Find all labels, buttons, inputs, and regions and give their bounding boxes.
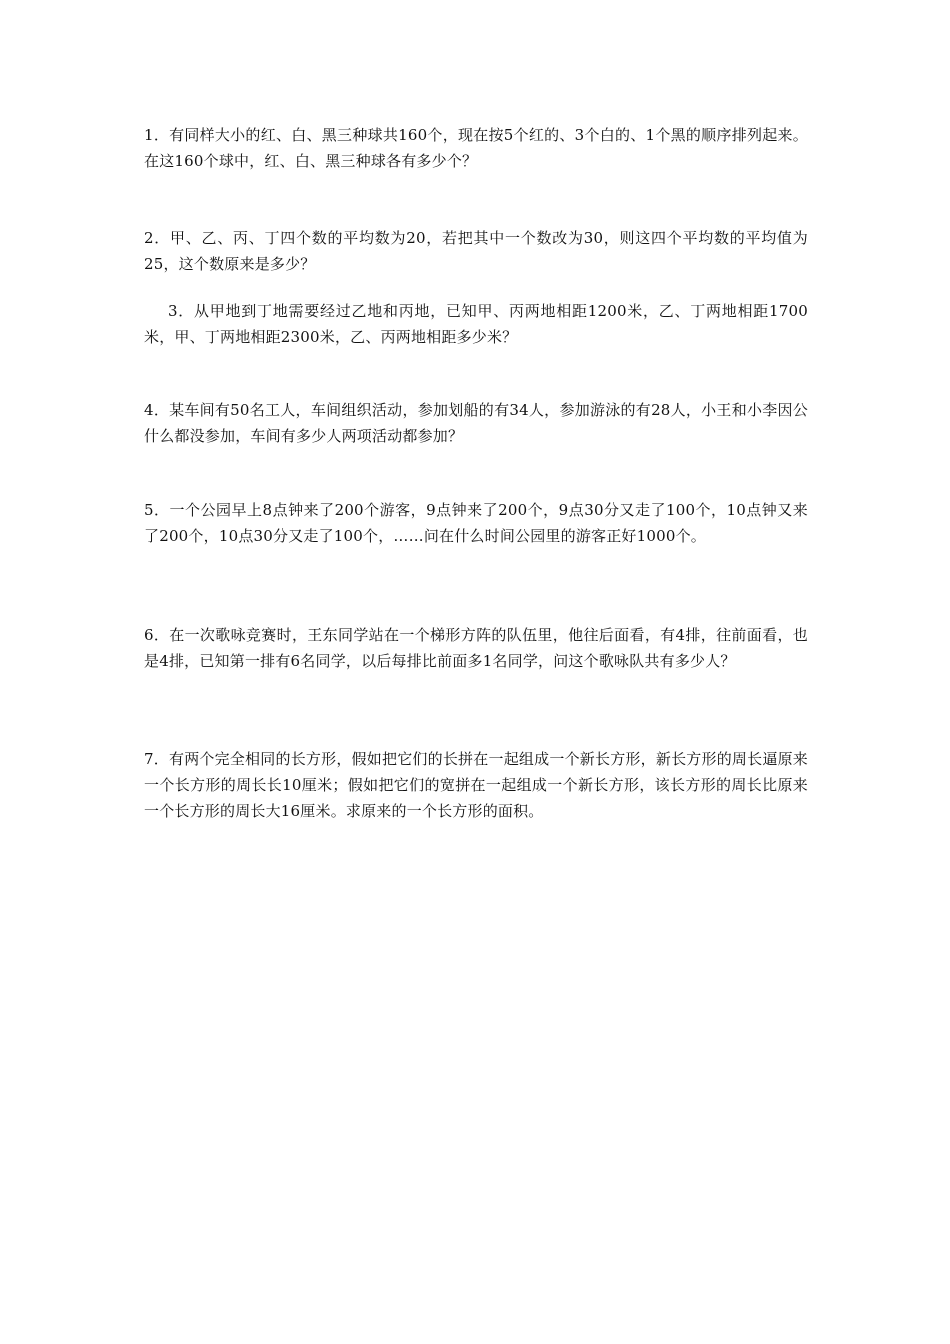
problem-1: 1．有同样大小的红、白、黑三种球共160个，现在按5个红的、3个白的、1个黑的顺序排列起来。在这160个球中，红、白、黑三种球各有多少个？ xyxy=(144,126,808,170)
problem-2: 2．甲、乙、丙、丁四个数的平均数为20，若把其中一个数改为30，则这四个平均数的平均值为25，这个数原来是多少？ xyxy=(144,229,808,273)
problem-3: 3．从甲地到丁地需要经过乙地和丙地，已知甲、丙两地相距1200米，乙、丁两地相距1700米，甲、丁两地相距2300米，乙、丙两地相距多少米？ xyxy=(144,302,808,346)
problem-7: 7．有两个完全相同的长方形，假如把它们的长拼在一起组成一个新长方形，新长方形的周长逼原来一个长方形的周长长10厘米；假如把它们的宽拼在一起组成一个新长方形，该长方形的周长比原来一个长方形的周长大16厘米。求原来的一个长方形的面积。 xyxy=(144,750,808,820)
problem-5: 5．一个公园早上8点钟来了200个游客，9点钟来了200个，9点30分又走了100个，10点钟又来了200个，10点30分又走了100个，……问在什么时间公园里的游客正好1000个。 xyxy=(144,501,808,545)
problem-6: 6．在一次歌咏竞赛时，王东同学站在一个梯形方阵的队伍里，他往后面看，有4排，往前面看，也是4排，已知第一排有6名同学，以后每排比前面多1名同学，问这个歌咏队共有多少人？ xyxy=(144,626,808,670)
problem-4: 4．某车间有50名工人，车间组织活动，参加划船的有34人，参加游泳的有28人，小王和小李因公什么都没参加，车间有多少人两项活动都参加？ xyxy=(144,401,808,445)
